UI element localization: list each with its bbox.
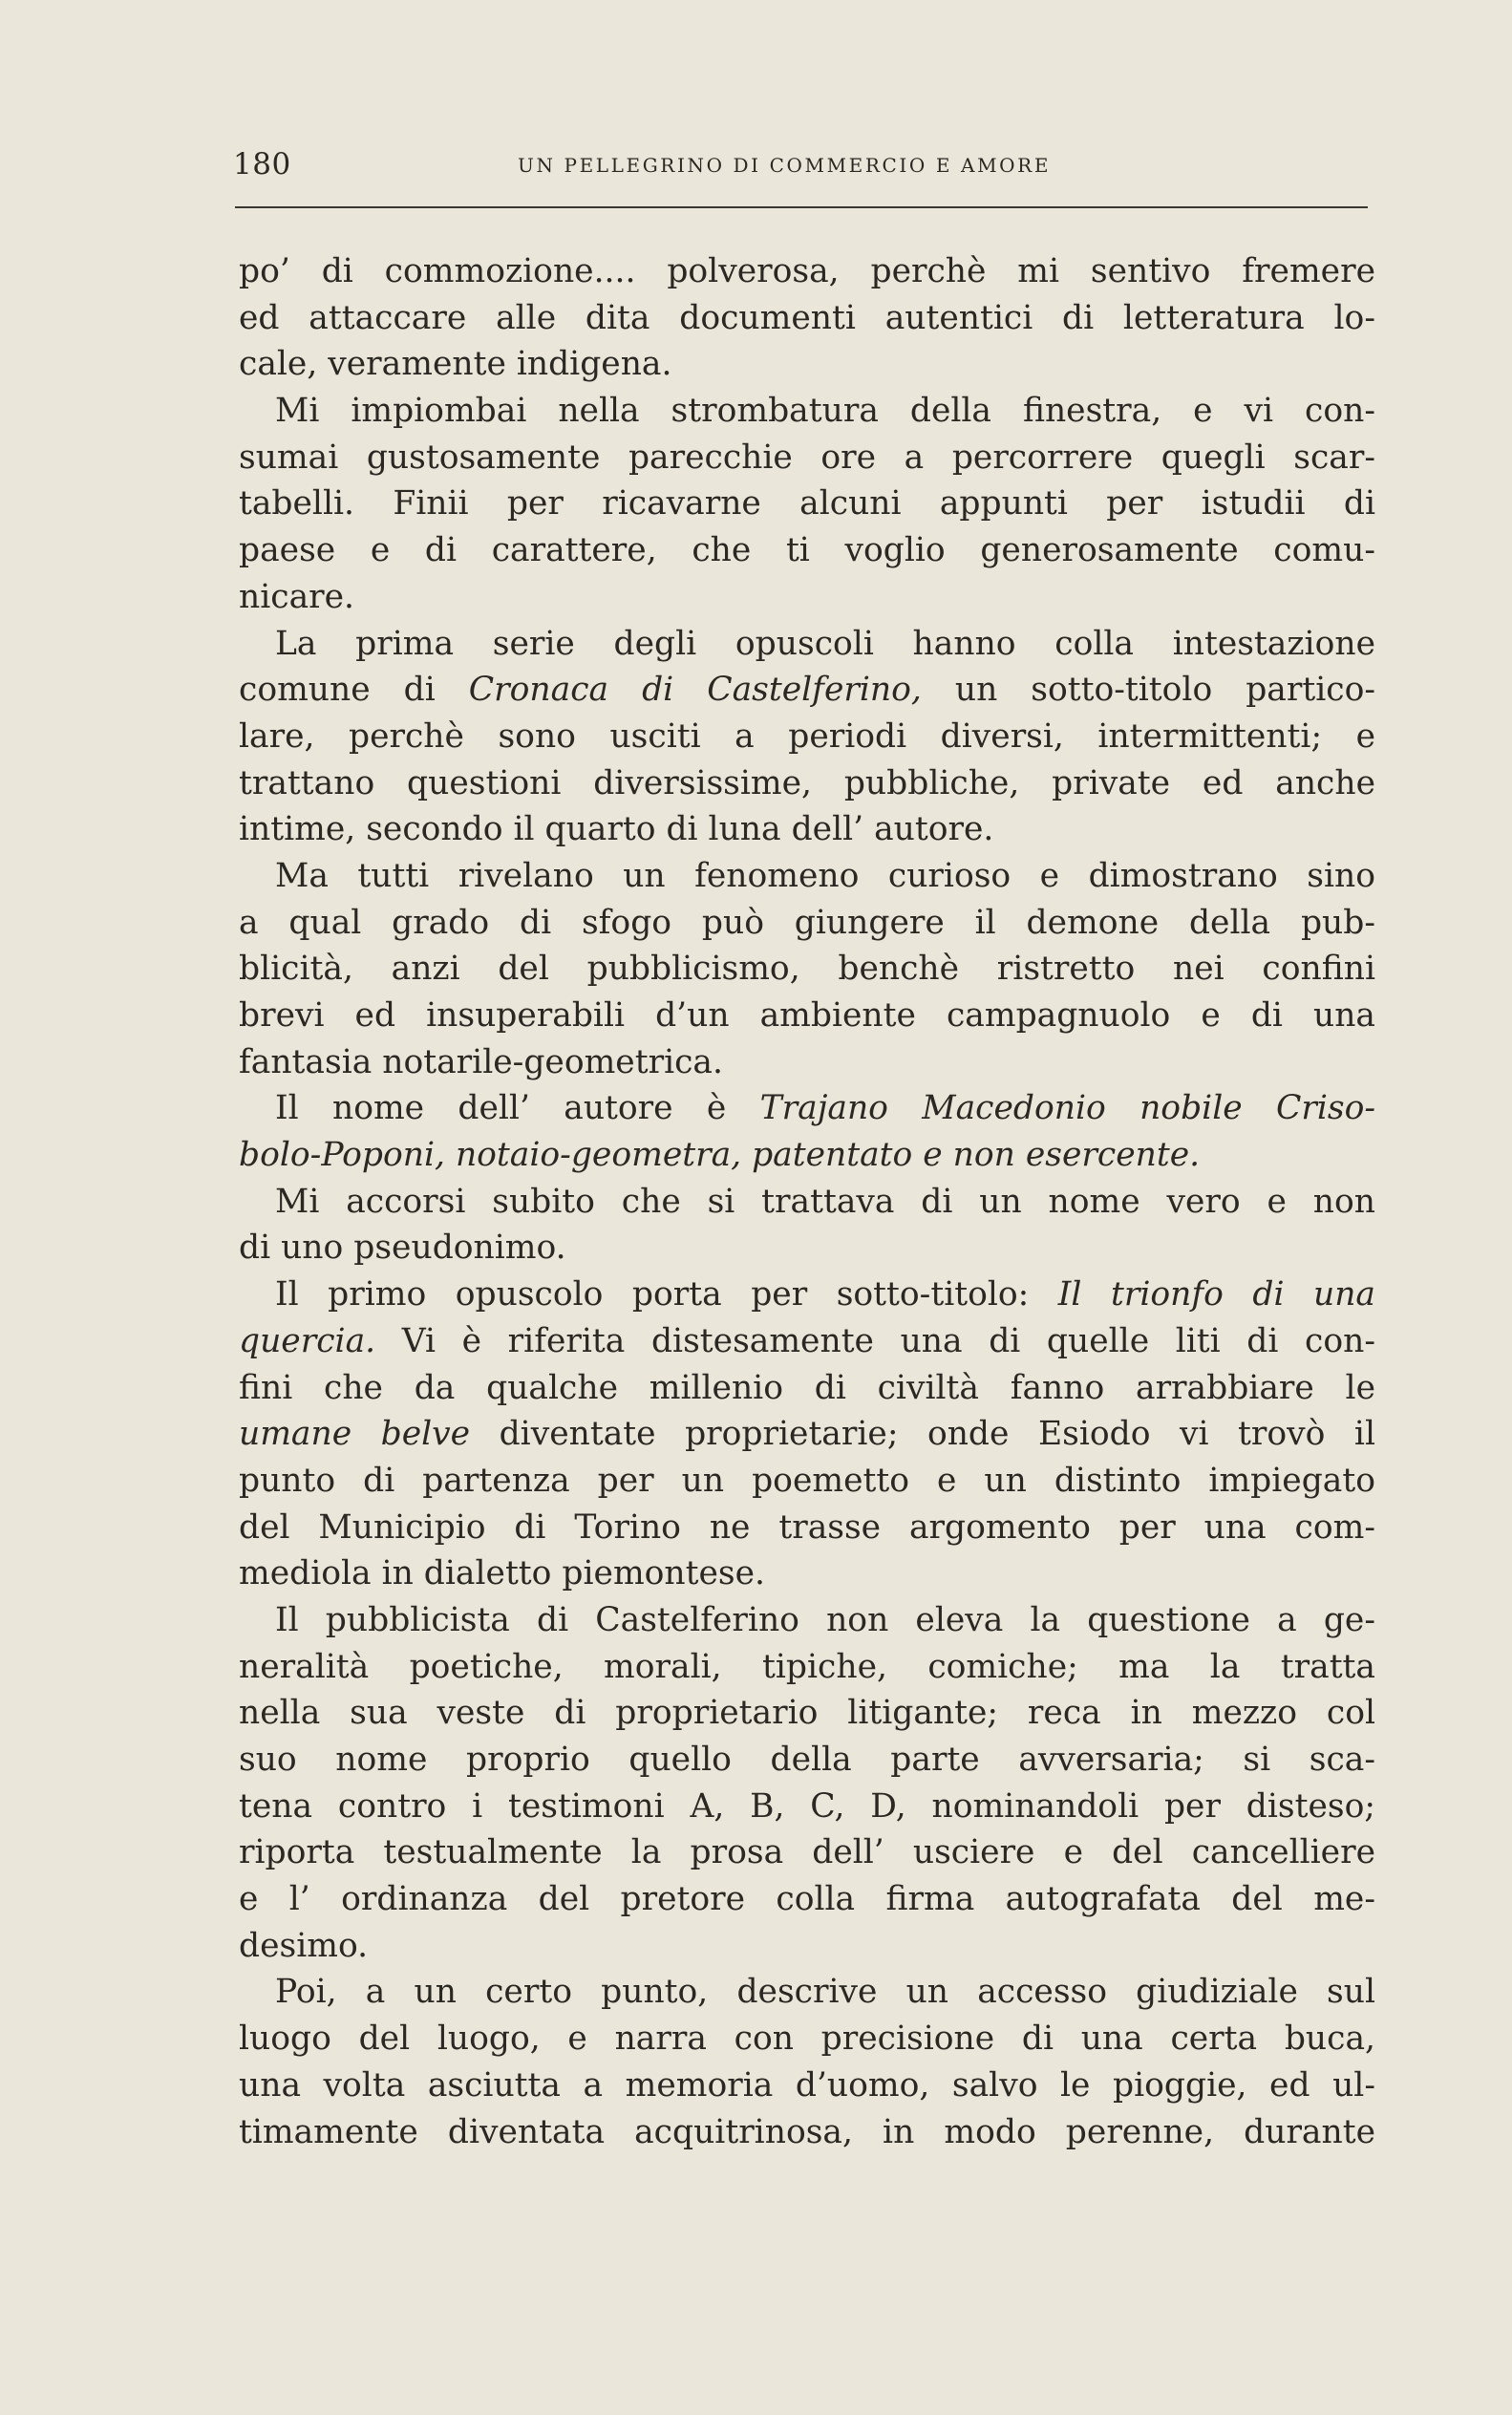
text-run: desimo. — [239, 1926, 369, 1965]
text-run: intime, secondo il quarto di luna dell’ autore. — [239, 810, 994, 849]
text-line — [239, 900, 1375, 947]
text-run: Ma tutti rivelano un fenomeno curioso e dimostrano sino — [275, 856, 1375, 895]
italic-text: bolo-Poponi, notaio-geometra, patentato e non esercente. — [239, 1136, 1201, 1175]
text-run: tena contro i testimoni A, B, C, D, nominandoli per disteso; — [239, 1786, 1375, 1826]
text-run: e l’ ordinanza del pretore colla firma autografata del me- — [239, 1880, 1375, 1919]
text-run: Il nome dell’ autore è — [275, 1089, 760, 1128]
text-run: fini che da qualche millenio di civiltà fanno arrabbiare le — [239, 1368, 1375, 1407]
text-line — [239, 1737, 1375, 1784]
text-run: comune di — [239, 671, 469, 710]
text-run: di uno pseudonimo. — [239, 1229, 566, 1268]
text-line — [239, 1225, 1375, 1272]
text-line — [239, 1597, 1375, 1644]
text-line — [239, 388, 1375, 435]
text-run: La prima serie degli opuscoli hanno colla intestazione — [275, 624, 1375, 663]
text-run: mediola in dialetto piemontese. — [239, 1554, 766, 1593]
text-line — [239, 1365, 1375, 1412]
text-line — [239, 1132, 1375, 1179]
text-run: un sotto-titolo partico- — [921, 671, 1375, 710]
text-line — [239, 1318, 1375, 1365]
text-run: Mi impiombai nella strombatura della finestra, e vi con- — [275, 392, 1375, 431]
text-run: tabelli. Finii per ricavarne alcuni appunti per istudii di — [239, 484, 1375, 524]
text-line — [239, 295, 1375, 342]
text-line — [239, 667, 1375, 714]
text-line — [239, 1179, 1375, 1226]
text-line — [239, 806, 1375, 853]
text-line — [239, 760, 1375, 807]
text-run: fantasia notarile-geometrica. — [239, 1042, 723, 1081]
text-run: ed attaccare alle dita documenti autentici di letteratura lo- — [239, 298, 1375, 337]
text-run: lare, perchè sono usciti a periodi diversi, intermittenti; e — [239, 716, 1375, 756]
text-run: nicare. — [239, 577, 355, 616]
text-line — [239, 2062, 1375, 2109]
text-line — [239, 1505, 1375, 1551]
text-line — [239, 1550, 1375, 1597]
text-run: blicità, anzi del pubblicismo, benchè ristretto nei confini — [239, 950, 1375, 989]
text-line — [239, 621, 1375, 668]
text-run: cale, veramente indigena. — [239, 345, 672, 384]
text-line — [239, 1876, 1375, 1923]
text-line — [239, 1690, 1375, 1737]
page-header — [233, 145, 1368, 183]
text-line — [239, 1458, 1375, 1505]
text-run: paese e di carattere, che ti voglio generosamente comu- — [239, 531, 1375, 570]
text-run: riporta testualmente la prosa dell’ usciere e del cancelliere — [239, 1833, 1375, 1872]
text-line — [239, 1829, 1375, 1876]
text-line — [239, 946, 1375, 993]
text-run: Mi accorsi subito che si trattava di un nome vero e non — [275, 1182, 1375, 1221]
text-line — [239, 248, 1375, 295]
text-run: brevi ed insuperabili d’un ambiente campagnuolo e di una — [239, 996, 1375, 1035]
text-run: diventate proprietarie; onde Esiodo vi trovò il — [470, 1415, 1375, 1454]
text-run: suo nome proprio quello della parte avversaria; si sca- — [239, 1741, 1375, 1779]
text-run: una volta asciutta a memoria d’uomo, salvo le pioggie, ed ul- — [239, 2065, 1375, 2105]
text-line — [239, 341, 1375, 388]
running-title: UN PELLEGRINO DI COMMERCIO E AMORE — [518, 154, 1052, 177]
italic-text: Trajano Macedonio nobile Criso- — [759, 1089, 1375, 1128]
text-run: luogo del luogo, e narra con precisione di una certa buca, — [239, 2020, 1375, 2059]
text-line — [239, 1923, 1375, 1970]
text-line — [239, 1039, 1375, 1086]
text-run: Il pubblicista di Castelferino non eleva la questione a ge- — [275, 1600, 1375, 1639]
italic-text: Cronaca di Castelferino, — [468, 671, 922, 710]
page-number: 180 — [233, 147, 291, 182]
text-run: punto di partenza per un poemetto e un distinto impiegato — [239, 1461, 1375, 1500]
text-line — [239, 435, 1375, 481]
text-run: del Municipio di Torino ne trasse argomento per una com- — [239, 1507, 1375, 1547]
text-run: Vi è riferita distesamente una di quelle liti di con- — [375, 1321, 1375, 1360]
text-run: Il primo opuscolo porta per sotto-titolo: — [275, 1275, 1058, 1314]
text-line — [239, 993, 1375, 1039]
text-line — [239, 2016, 1375, 2062]
text-run: trattano questioni diversissime, pubbliche, private ed anche — [239, 763, 1375, 802]
text-line — [239, 714, 1375, 760]
text-run: neralità poetiche, morali, tipiche, comiche; ma la tratta — [239, 1647, 1375, 1686]
text-run: sumai gustosamente parecchie ore a percorrere quegli scar- — [239, 438, 1375, 477]
text-line — [239, 481, 1375, 527]
text-line — [239, 1411, 1375, 1458]
text-line — [239, 2109, 1375, 2156]
italic-text: umane belve — [239, 1415, 471, 1454]
text-run: Poi, a un certo punto, descrive un accesso giudiziale sul — [275, 1973, 1375, 2012]
text-line — [239, 853, 1375, 900]
text-line — [239, 1272, 1375, 1318]
header-rule — [235, 206, 1368, 208]
text-line — [239, 1784, 1375, 1830]
text-run: nella sua veste di proprietario litigante; reca in mezzo col — [239, 1694, 1375, 1733]
text-run: timamente diventata acquitrinosa, in modo perenne, durante — [239, 2112, 1375, 2151]
text-line — [239, 1085, 1375, 1132]
body-text — [239, 248, 1375, 2155]
text-line — [239, 527, 1375, 574]
text-line — [239, 574, 1375, 621]
text-line — [239, 1969, 1375, 2016]
text-line — [239, 1644, 1375, 1691]
italic-text: Il trionfo di una — [1057, 1275, 1375, 1314]
italic-text: quercia. — [239, 1321, 376, 1360]
text-run: po’ di commozione.... polverosa, perchè mi sentivo fremere — [239, 252, 1375, 290]
text-run: a qual grado di sfogo può giungere il demone della pub- — [239, 903, 1375, 942]
